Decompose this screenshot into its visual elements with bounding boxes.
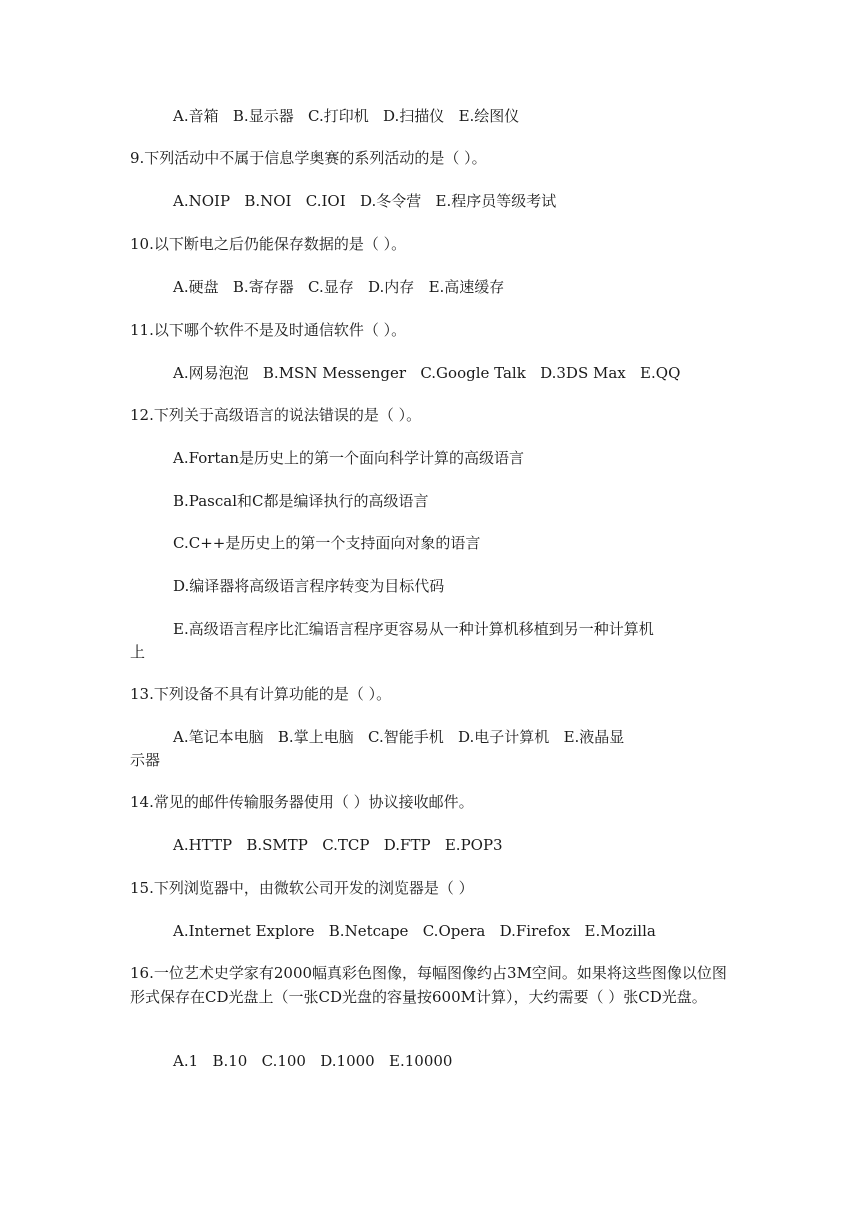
question-13: 13.下列设备不具有计算功能的是（ ）。: [130, 685, 392, 703]
q12-option-b: B.Pascal和C都是编译执行的高级语言: [173, 492, 429, 510]
q13-options-line1: A.笔记本电脑 B.掌上电脑 C.智能手机 D.电子计算机 E.液晶显: [173, 728, 625, 746]
question-16: 16.一位艺术史学家有2000幅真彩色图像，每幅图像约占3M空间。如果将这些图像以位图形式保存在CD光盘上（一张CD光盘的容量按600M计算），大约需要（ ）张CD光盘。: [130, 964, 727, 1006]
q12-option-d: D.编译器将高级语言程序转变为目标代码: [173, 577, 445, 595]
q12-option-c: C.C++是历史上的第一个支持面向对象的语言: [173, 534, 481, 552]
q14-options: A.HTTP B.SMTP C.TCP D.FTP E.POP3: [173, 836, 503, 854]
question-15: 15.下列浏览器中，由微软公司开发的浏览器是（ ）: [130, 879, 474, 897]
q10-options: A.硬盘 B.寄存器 C.显存 D.内存 E.高速缓存: [173, 278, 505, 296]
question-12: 12.下列关于高级语言的说法错误的是（ ）。: [130, 406, 422, 424]
q8-options: A.音箱 B.显示器 C.打印机 D.扫描仪 E.绘图仪: [173, 107, 520, 125]
q12-option-a: A.Fortan是历史上的第一个面向科学计算的高级语言: [173, 449, 525, 467]
q16-options: A.1 B.10 C.100 D.1000 E.10000: [173, 1052, 453, 1070]
q9-options: A.NOIP B.NOI C.IOI D.冬令营 E.程序员等级考试: [173, 192, 557, 210]
question-11: 11.以下哪个软件不是及时通信软件（ ）。: [130, 321, 407, 339]
q15-options: A.Internet Explore B.Netcape C.Opera D.Firefox E.Mozilla: [173, 922, 656, 940]
question-9: 9.下列活动中不属于信息学奥赛的系列活动的是（ ）。: [130, 149, 487, 167]
q11-options: A.网易泡泡 B.MSN Messenger C.Google Talk D.3DS Max E.QQ: [173, 364, 681, 382]
question-10: 10.以下断电之后仍能保存数据的是（ ）。: [130, 235, 407, 253]
q13-options-line2: 示器: [130, 751, 161, 769]
q12-option-e-line2: 上: [130, 643, 146, 661]
question-14: 14.常见的邮件传输服务器使用（ ）协议接收邮件。: [130, 793, 474, 811]
q12-option-e-line1: E.高级语言程序比汇编语言程序更容易从一种计算机移植到另一种计算机: [173, 620, 654, 638]
